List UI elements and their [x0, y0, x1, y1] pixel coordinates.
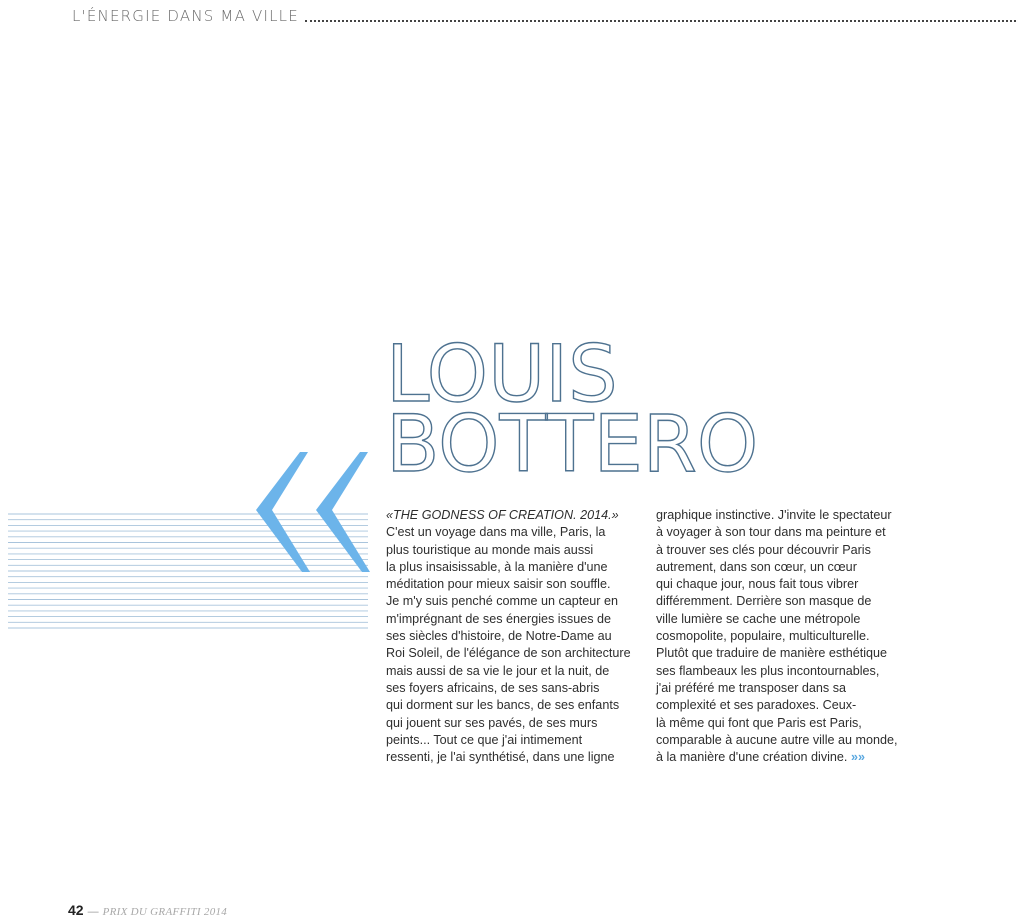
article-text-right: graphique instinctive. J'invite le spectateur à voyager à son tour dans ma peinture et à trouver ses clés pour découvrir Paris autrement, dans son cœur, un cœur qui chaque jour, nous fait tous vibrer différemment. Derrière son masque de ville lumière se cache une métropole cosmopolite, populaire, multiculturelle. Plutôt que traduire de manière esthétique ses flambeaux les plus incontournables, j'ai préféré me transposer dans sa complexité et ses paradoxes. Ceux- là même qui font que Paris est Paris, comparable à aucune autre ville au monde, à la manière d'une création divine. [656, 508, 898, 765]
artwork-title: «THE GODNESS OF CREATION. 2014.» [386, 508, 619, 522]
section-title: L'ÉNERGIE DANS MA VILLE [72, 7, 299, 25]
page-footer [68, 902, 227, 916]
closing-guillemet-icon-2: » [857, 750, 865, 765]
footer-separator: — [87, 906, 99, 918]
header-dotted-rule [305, 20, 1016, 22]
article-text-left: C'est un voyage dans ma ville, Paris, la plus touristique au monde mais aussi la plus insaisissable, à la manière d'une méditation pour mieux saisir son souffle. Je m'y suis penché comme un capteur en m'imprégnant de ses énergies issues de ses siècles d'histoire, de Notre-Dame au Roi Soleil, de l'élégance de son architecture mais aussi de sa vie le jour et la nuit, de ses foyers africains, de ses sans-abris qui dorment sur les bancs, de ses enfants qui jouent sur ses pavés, de ses murs peints... Tout ce que j'ai intimement ressenti, je l'ai synthétisé, dans une ligne [386, 525, 631, 765]
artist-first-name: LOUIS [386, 330, 618, 420]
article-column-left [386, 507, 648, 766]
article-text-right-wrapper [656, 507, 918, 766]
closing-guillemet-icon: » [850, 750, 858, 765]
publication-name: PRIX DU GRAFFITI 2014 [102, 906, 228, 918]
artist-last-name: BOTTERO [386, 400, 759, 490]
article-column-right [656, 507, 918, 766]
opening-guillemet-icon [250, 448, 380, 578]
artist-name [386, 330, 759, 490]
section-header [72, 6, 1016, 24]
page-number: 42 [68, 902, 84, 918]
